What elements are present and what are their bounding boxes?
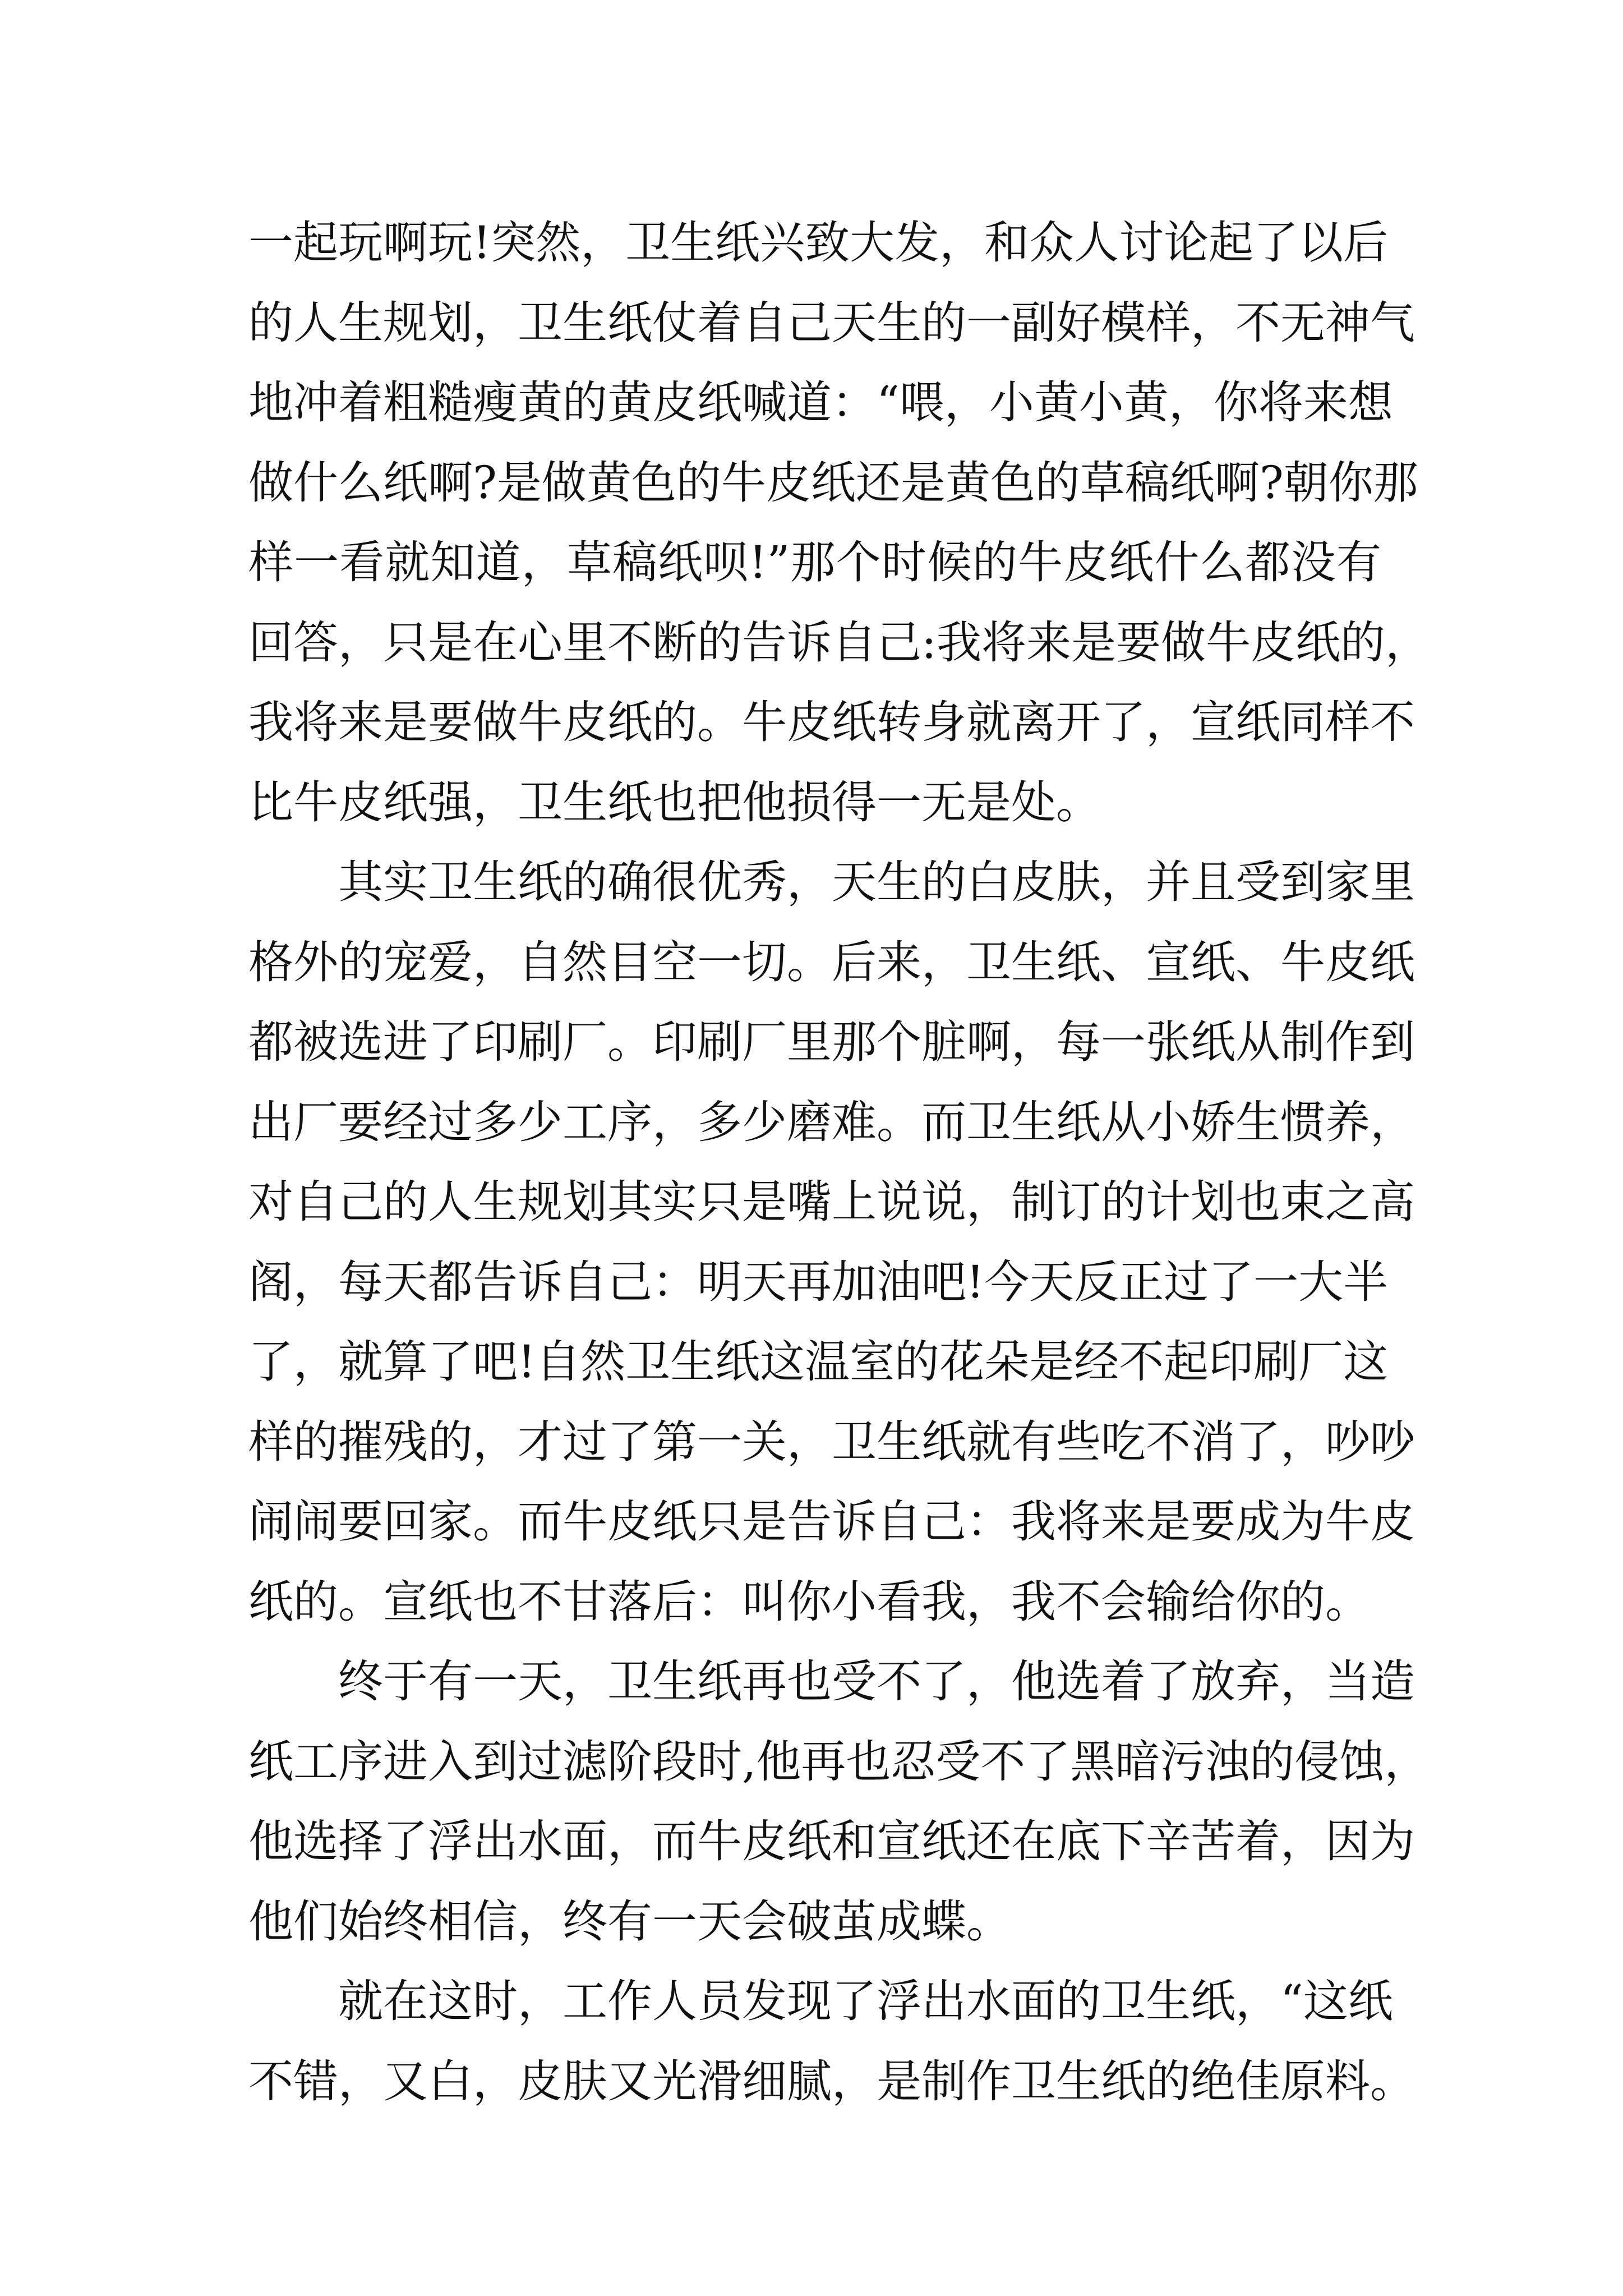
text-line: 其实卫生纸的确很优秀，天生的白皮肤，并且受到家里 [338,856,1415,908]
text-line: 闹闹要回家。而牛皮纸只是告诉自己：我将来是要成为牛皮 [248,1496,1415,1548]
text-line: 了，就算了吧!自然卫生纸这温室的花朵是经不起印刷厂这 [248,1336,1389,1388]
text-line: 做什么纸啊?是做黄色的牛皮纸还是黄色的草稿纸啊?朝你那 [248,456,1418,509]
text-line: 回答，只是在心里不断的告诉自己:我将来是要做牛皮纸的， [248,616,1430,669]
text-line: 我将来是要做牛皮纸的。牛皮纸转身就离开了，宣纸同样不 [248,696,1415,748]
text-line: 他选择了浮出水面，而牛皮纸和宣纸还在底下辛苦着，因为 [248,1815,1415,1867]
text-line: 比牛皮纸强，卫生纸也把他损得一无是处。 [248,776,1101,829]
text-line: 他们始终相信，终有一天会破茧成蝶。 [248,1895,1011,1948]
text-line: 纸的。宣纸也不甘落后：叫你小看我，我不会输给你的。 [248,1575,1370,1628]
text-line: 不错，又白，皮肤又光滑细腻，是制作卫生纸的绝佳原料。 [248,2055,1415,2108]
text-line: 都被选进了印刷厂。印刷厂里那个脏啊，每一张纸从制作到 [248,1016,1415,1068]
text-line: 纸工序进入到过滤阶段时,他再也忍受不了黑暗污浊的侵蚀， [248,1735,1430,1788]
text-line: 终于有一天，卫生纸再也受不了，他选着了放弃，当造 [338,1655,1415,1708]
text-line: 出厂要经过多少工序，多少磨难。而卫生纸从小娇生惯养， [248,1096,1415,1148]
text-line: 样的摧残的，才过了第一关，卫生纸就有些吃不消了，吵吵 [248,1415,1415,1468]
text-line: 对自己的人生规划其实只是嘴上说说，制订的计划也束之高 [248,1176,1415,1228]
text-line: 样一看就知道，草稿纸呗!”那个时候的牛皮纸什么都没有 [248,536,1381,588]
body-text [248,203,1430,2122]
text-line: 就在这时，工作人员发现了浮出水面的卫生纸，“这纸 [338,1975,1393,2027]
text-line: 阁，每天都告诉自己：明天再加油吧!今天反正过了一大半 [248,1255,1389,1308]
text-line: 一起玩啊玩!突然，卫生纸兴致大发，和众人讨论起了以后 [248,217,1389,269]
text-line: 的人生规划，卫生纸仗着自己天生的一副好模样，不无神气 [248,296,1415,349]
text-line: 格外的宠爱，自然目空一切。后来，卫生纸、宣纸、牛皮纸 [248,936,1415,988]
text-line: 地冲着粗糙瘦黄的黄皮纸喊道：“喂，小黄小黄，你将来想 [248,376,1393,429]
